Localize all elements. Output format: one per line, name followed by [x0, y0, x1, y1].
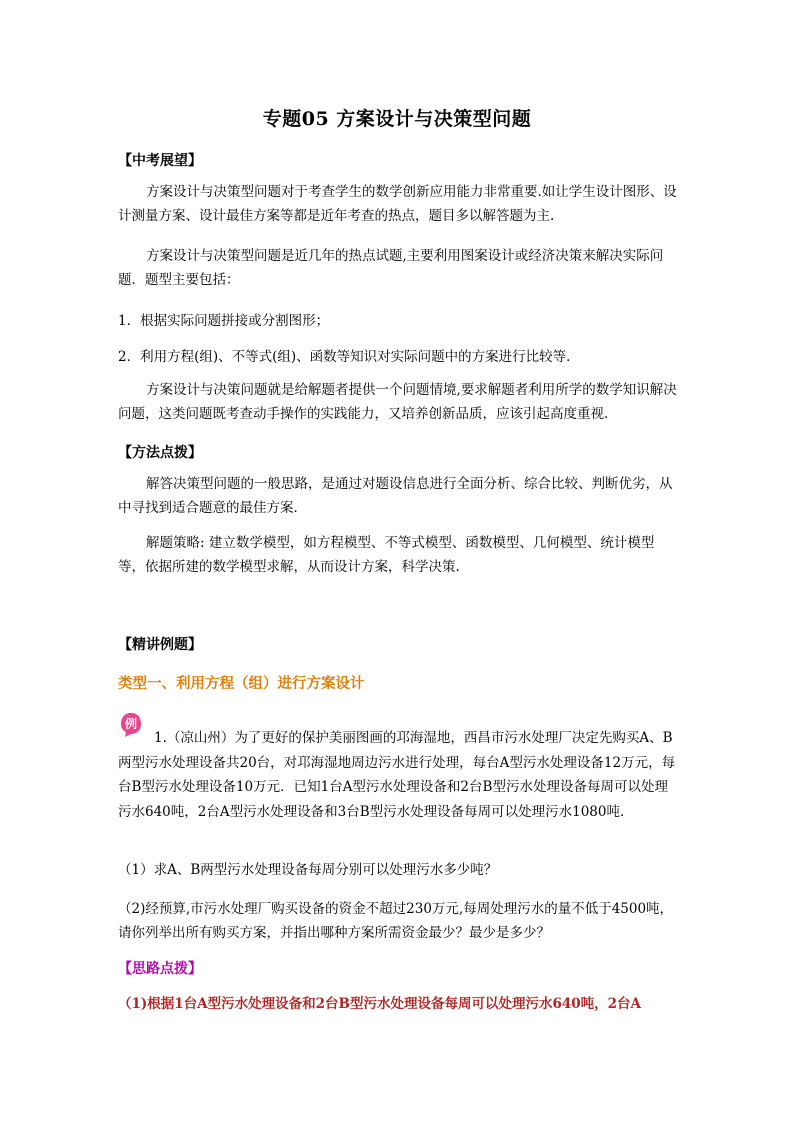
question-1: （1）求A、B两型污水处理设备每周分别可以处理污水多少吨？ — [118, 862, 498, 878]
example-badge-label: 例 — [124, 717, 138, 731]
outlook-paragraph-1: 方案设计与决策型问题对于考查学生的数学创新应用能力非常重要.如让学生设计图形、设计测量方案、设计最佳方案等都是近年考查的热点，题目多以解答题为主. — [118, 184, 677, 224]
method-paragraph-2: 解题策略: 建立数学模型，如方程模型、不等式模型、函数模型、几何模型、统计模型等，依据所建的数学模型求解，从而设计方案，科学决策. — [118, 535, 655, 575]
example-problem-text: 1.（凉山州）为了更好的保护美丽图画的邛海湿地，西昌市污水处理厂决定先购买A、B两型污水处理设备共20台，对邛海湿地周边污水进行处理，每台A型污水处理设备12万元，每台B型污水处理设备10万元．已知1台A型污水处理设备和2台B型污水处理设备每周可以处理污水640吨，2台A型污水处理设备和3台B型污水处理设备每周可以处理污水1080吨． — [118, 730, 676, 820]
hint-heading: 【思路点拨】 — [118, 961, 202, 977]
example-problem — [118, 726, 678, 824]
page-title: 专题05 方案设计与决策型问题 — [262, 108, 532, 130]
outlook-paragraph-3: 方案设计与决策问题就是给解题者提供一个问题情境,要求解题者利用所学的数学知识解决问题，这类问题既考查动手操作的实践能力，又培养创新品质，应该引起高度重视． — [118, 382, 677, 422]
section-heading-method: 【方法点拨】 — [118, 445, 202, 461]
method-paragraph-1: 解答决策型问题的一般思路，是通过对题设信息进行全面分析、综合比较、判断优劣，从中寻找到适合题意的最佳方案． — [118, 476, 673, 516]
type-heading: 类型一、利用方程（组）进行方案设计 — [118, 675, 365, 692]
outlook-list-item-2: 2．利用方程(组)、不等式(组)、函数等知识对实际问题中的方案进行比较等． — [118, 349, 580, 365]
outlook-list-item-1: 1．根据实际问题拼接或分割图形； — [118, 313, 330, 329]
question-2: （2)经预算,市污水处理厂购买设备的资金不超过230万元,每周处理污水的量不低于4500吨，请你列举出所有购买方案，并指出哪种方案所需资金最少？最少是多少？ — [118, 901, 674, 941]
outlook-paragraph-2: 方案设计与决策型问题是近几年的热点试题,主要利用图案设计或经济决策来解决实际问题．题型主要包括： — [118, 248, 664, 288]
section-heading-outlook: 【中考展望】 — [118, 153, 202, 169]
hint-text: （1)根据1台A型污水处理设备和2台B型污水处理设备每周可以处理污水640吨，2台A — [118, 996, 641, 1012]
section-heading-examples: 【精讲例题】 — [118, 637, 202, 653]
